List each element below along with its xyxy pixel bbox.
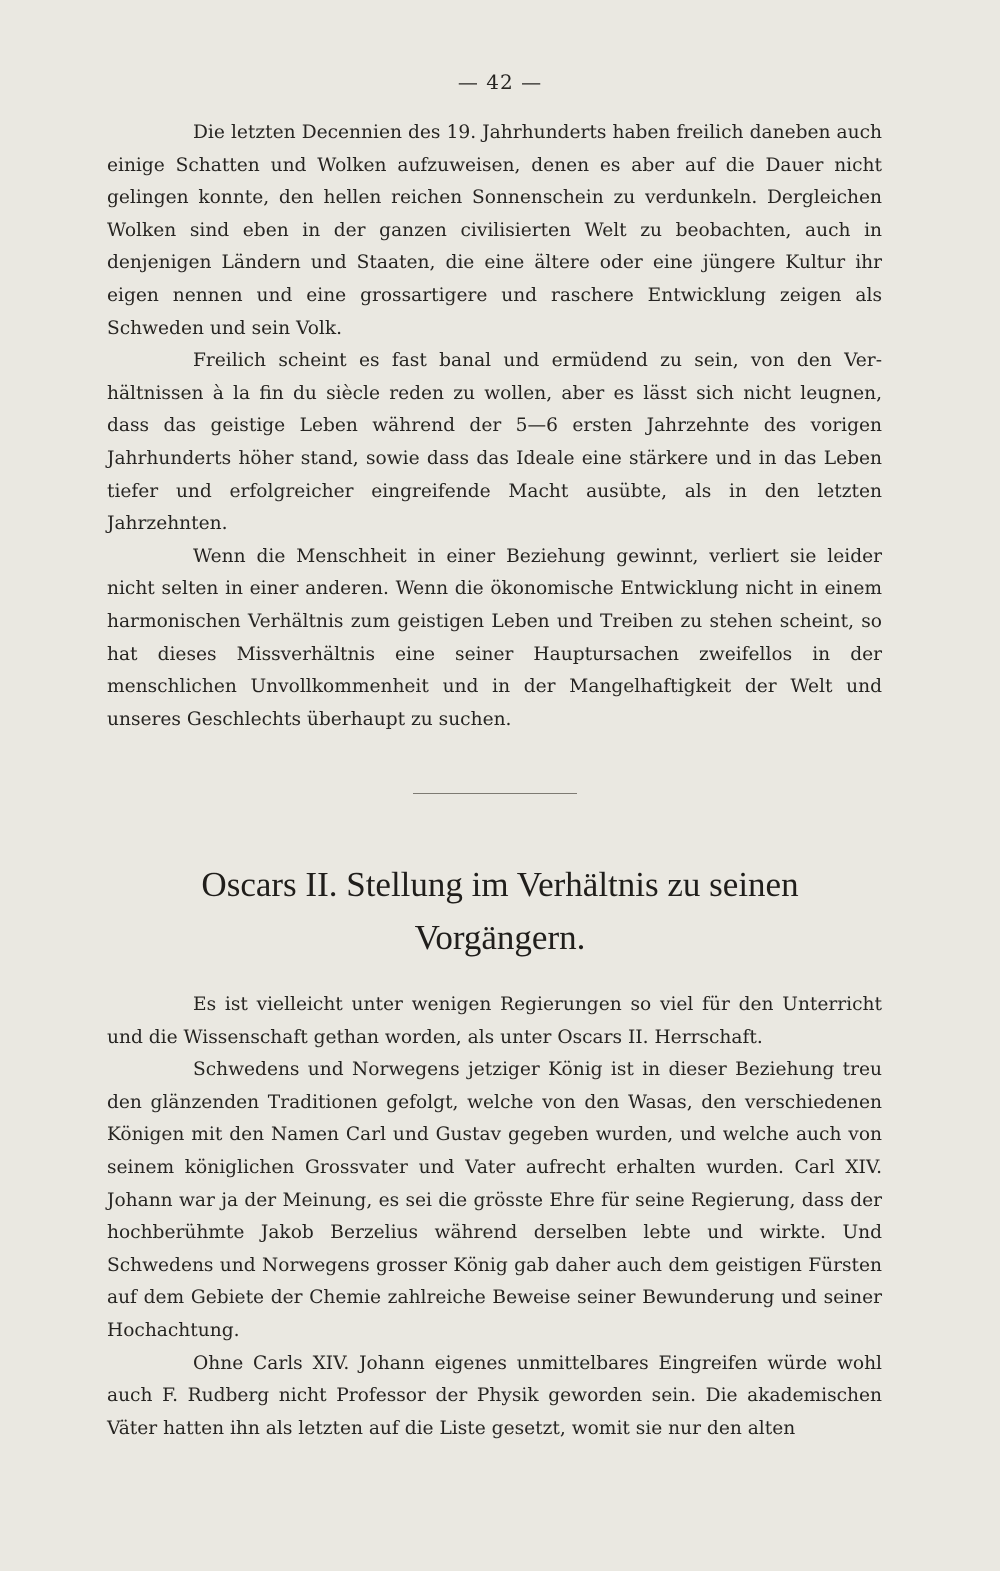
section-after-text	[107, 989, 882, 1445]
paragraph: Ohne Carls XIV. Johann eigenes unmittelbares Eingreifen würde wohl auch F. Rudberg nicht Professor der Physik geworden sein. Die akademischen Väter hatten ihn als letzten auf die Liste gesetzt, womit sie nur den alten	[107, 1352, 882, 1439]
paragraph: Freilich scheint es fast banal und ermüdend zu sein, von den Verhältnissen à la fin du siècle reden zu wollen, aber es lässt sich nicht leugnen, dass das geistige Leben während der 5—6 ersten Jahrzehnte des vorigen Jahrhunderts höher stand, sowie dass das Ideale eine stärkere und in das Leben tiefer und erfolgreicher eingreifende Macht ausübte, als in den letzten Jahrzehnten.	[107, 350, 882, 535]
paragraph: Wenn die Menschheit in einer Beziehung gewinnt, verliert sie leider nicht selten in einer anderen. Wenn die ökonomische Entwicklung nicht in einem harmonischen Verhältnis zum geistigen Leben und Treiben zu stehen scheint, so hat dieses Missverhältnis eine seiner Hauptursachen zweifellos in der menschlichen Unvollkommenheit und in der Mangelhaftigkeit der Welt und unseres Geschlechts überhaupt zu suchen.	[107, 545, 882, 730]
chapter-heading	[107, 858, 893, 964]
chapter-heading-line-1: Oscars II. Stellung im Verhältnis zu seinen	[201, 865, 799, 904]
section-before-text	[107, 117, 882, 736]
paragraph: Es ist vielleicht unter wenigen Regierungen so viel für den Unterricht und die Wissenschaft gethan worden, als unter Oscars II. Herrschaft.	[107, 994, 882, 1048]
page-number: — 42 —	[457, 70, 543, 94]
paragraph: Die letzten Decennien des 19. Jahrhunderts haben freilich daneben auch einige Schatten und Wolken aufzuweisen, denen es aber auf die Dauer nicht gelingen konnte, den hellen reichen Sonnenschein zu verdunkeln. Dergleichen Wolken sind eben in der ganzen civilisierten Welt zu beobachten, auch in denjenigen Ländern und Staaten, die eine ältere oder eine jüngere Kultur ihr eigen nennen und eine grossartigere und raschere Entwicklung zeigen als Schweden und sein Volk.	[107, 122, 882, 339]
section-divider	[413, 793, 577, 794]
chapter-heading-line-2: Vorgängern.	[414, 918, 586, 957]
paragraph: Schwedens und Norwegens jetziger König ist in dieser Beziehung treu den glänzenden Traditionen gefolgt, welche von den Wasas, den verschiedenen Königen mit den Namen Carl und Gustav gegeben wurden, und welche auch von seinem königlichen Grossvater und Vater aufrecht erhalten wurden. Carl XIV. Johann war ja der Meinung, es sei die grösste Ehre für seine Regierung, dass der hochberühmte Jakob Berzelius während derselben lebte und wirkte. Und Schwedens und Norwegens grosser König gab daher auch dem geistigen Fürsten auf dem Gebiete der Chemie zahlreiche Beweise seiner Bewunderung und seiner Hochachtung.	[107, 1059, 882, 1341]
